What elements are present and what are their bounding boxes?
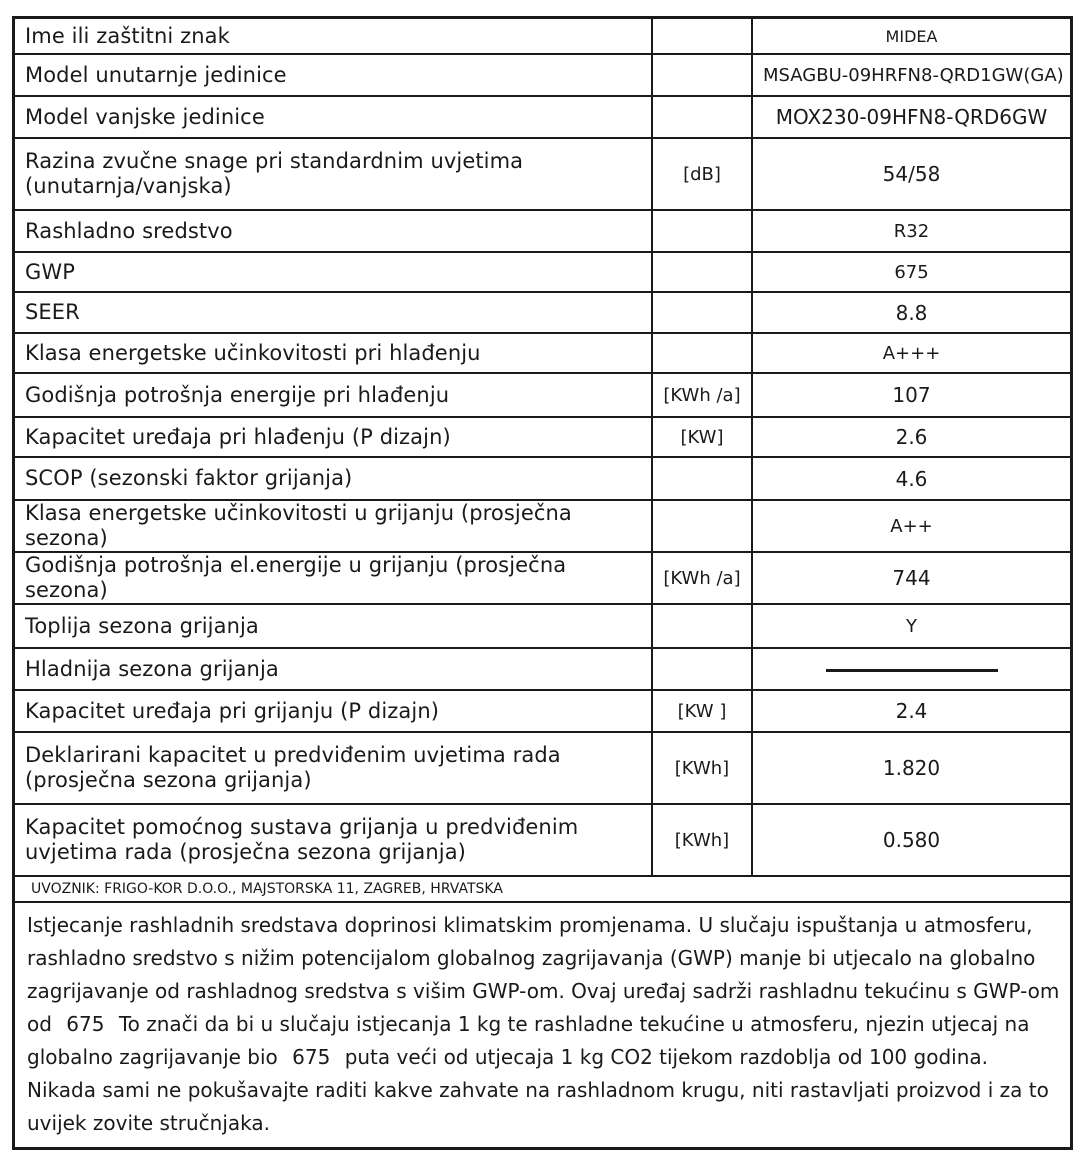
table-row — [15, 552, 1070, 604]
table-row — [15, 138, 1070, 210]
row-unit — [652, 648, 752, 690]
table-row — [15, 210, 1070, 252]
table-row — [15, 804, 1070, 876]
table-row — [15, 19, 1070, 54]
table-row — [15, 373, 1070, 417]
row-unit — [652, 457, 752, 500]
table-row — [15, 690, 1070, 732]
table-row — [15, 457, 1070, 500]
notice-gwp-value: 675 — [292, 1045, 331, 1069]
table-row — [15, 54, 1070, 96]
row-unit — [652, 96, 752, 138]
importer-line: UVOZNIK: FRIGO-KOR D.O.O., MAJSTORSKA 11, ZAGREB, HRVATSKA — [15, 877, 1070, 903]
row-unit — [652, 333, 752, 373]
energy-label-sheet — [12, 16, 1073, 1150]
row-unit: [dB] — [652, 138, 752, 210]
row-unit: [KWh] — [652, 804, 752, 876]
notice-text-part3: puta veći od utjecaja 1 kg CO2 tijekom razdoblja od 100 godina. Nikada sami ne pokušavajte raditi kakve zahvate na rashladnom krugu, niti rastavljati proizvod i za to uvijek zovite stručnjaka. — [27, 1045, 1049, 1135]
row-value: 2.4 — [752, 690, 1070, 732]
row-value: Y — [752, 604, 1070, 648]
notice-text-part2: To znači da bi u slučaju istjecanja 1 kg te rashladne tekućine u atmosferu, njezin utjecaj na globalno zagrijavanje bio — [27, 1012, 1030, 1069]
row-label: Model vanjske jedinice — [15, 96, 652, 138]
row-unit — [652, 252, 752, 292]
table-row — [15, 96, 1070, 138]
row-label: SCOP (sezonski faktor grijanja) — [15, 457, 652, 500]
row-value: MSAGBU-09HRFN8-QRD1GW(GA) — [752, 54, 1070, 96]
dash-line — [826, 669, 998, 672]
row-unit — [652, 292, 752, 333]
table-row — [15, 417, 1070, 457]
row-value: A+++ — [752, 333, 1070, 373]
row-label: Deklarirani kapacitet u predviđenim uvjetima rada (prosječna sezona grijanja) — [15, 732, 652, 804]
row-label: Klasa energetske učinkovitosti pri hlađenju — [15, 333, 652, 373]
row-value: A++ — [752, 500, 1070, 552]
row-label: Godišnja potrošnja energije pri hlađenju — [15, 373, 652, 417]
table-row — [15, 604, 1070, 648]
row-value: 744 — [752, 552, 1070, 604]
row-value: 0.580 — [752, 804, 1070, 876]
row-unit: [KW ] — [652, 690, 752, 732]
row-unit: [KW] — [652, 417, 752, 457]
notice-text-part1: Istjecanje rashladnih sredstava doprinosi klimatskim promjenama. U slučaju ispuštanja u atmosferu, rashladno sredstvo s nižim potencijalom globalnog zagrijavanja (GWP) manje bi utjecalo na globalno zagrijavanje od rashladnog sredstva s višim GWP-om. Ovaj uređaj sadrži rashladnu tekućinu s GWP-om od — [27, 913, 1060, 1036]
row-value-dash — [752, 648, 1070, 690]
notice-gwp-value: 675 — [66, 1012, 105, 1036]
row-unit: [KWh /a] — [652, 373, 752, 417]
row-label: Razina zvučne snage pri standardnim uvjetima (unutarnja/vanjska) — [15, 138, 652, 210]
row-label: Kapacitet pomoćnog sustava grijanja u predviđenim uvjetima rada (prosječna sezona grijanja) — [15, 804, 652, 876]
row-label: Hladnija sezona grijanja — [15, 648, 652, 690]
row-value: 4.6 — [752, 457, 1070, 500]
spec-table — [15, 19, 1070, 877]
row-unit — [652, 210, 752, 252]
row-value: 8.8 — [752, 292, 1070, 333]
row-label: Kapacitet uređaja pri hlađenju (P dizajn) — [15, 417, 652, 457]
table-row — [15, 333, 1070, 373]
row-value: MOX230-09HFN8-QRD6GW — [752, 96, 1070, 138]
row-label: Godišnja potrošnja el.energije u grijanju (prosječna sezona) — [15, 552, 652, 604]
table-row — [15, 292, 1070, 333]
row-unit: [KWh] — [652, 732, 752, 804]
row-value: MIDEA — [752, 19, 1070, 54]
refrigerant-notice — [15, 903, 1070, 1140]
row-unit: [KWh /a] — [652, 552, 752, 604]
row-value: 54/58 — [752, 138, 1070, 210]
table-row — [15, 252, 1070, 292]
row-value: 675 — [752, 252, 1070, 292]
row-value: 2.6 — [752, 417, 1070, 457]
row-label: Rashladno sredstvo — [15, 210, 652, 252]
row-label: Ime ili zaštitni znak — [15, 19, 652, 54]
row-value: 1.820 — [752, 732, 1070, 804]
row-label: Klasa energetske učinkovitosti u grijanju (prosječna sezona) — [15, 500, 652, 552]
table-row — [15, 648, 1070, 690]
row-label: SEER — [15, 292, 652, 333]
row-unit — [652, 19, 752, 54]
row-value: 107 — [752, 373, 1070, 417]
row-label: Kapacitet uređaja pri grijanju (P dizajn) — [15, 690, 652, 732]
row-label: Model unutarnje jedinice — [15, 54, 652, 96]
row-unit — [652, 604, 752, 648]
row-unit — [652, 54, 752, 96]
row-unit — [652, 500, 752, 552]
table-row — [15, 500, 1070, 552]
row-value: R32 — [752, 210, 1070, 252]
row-label: Toplija sezona grijanja — [15, 604, 652, 648]
row-label: GWP — [15, 252, 652, 292]
table-row — [15, 732, 1070, 804]
